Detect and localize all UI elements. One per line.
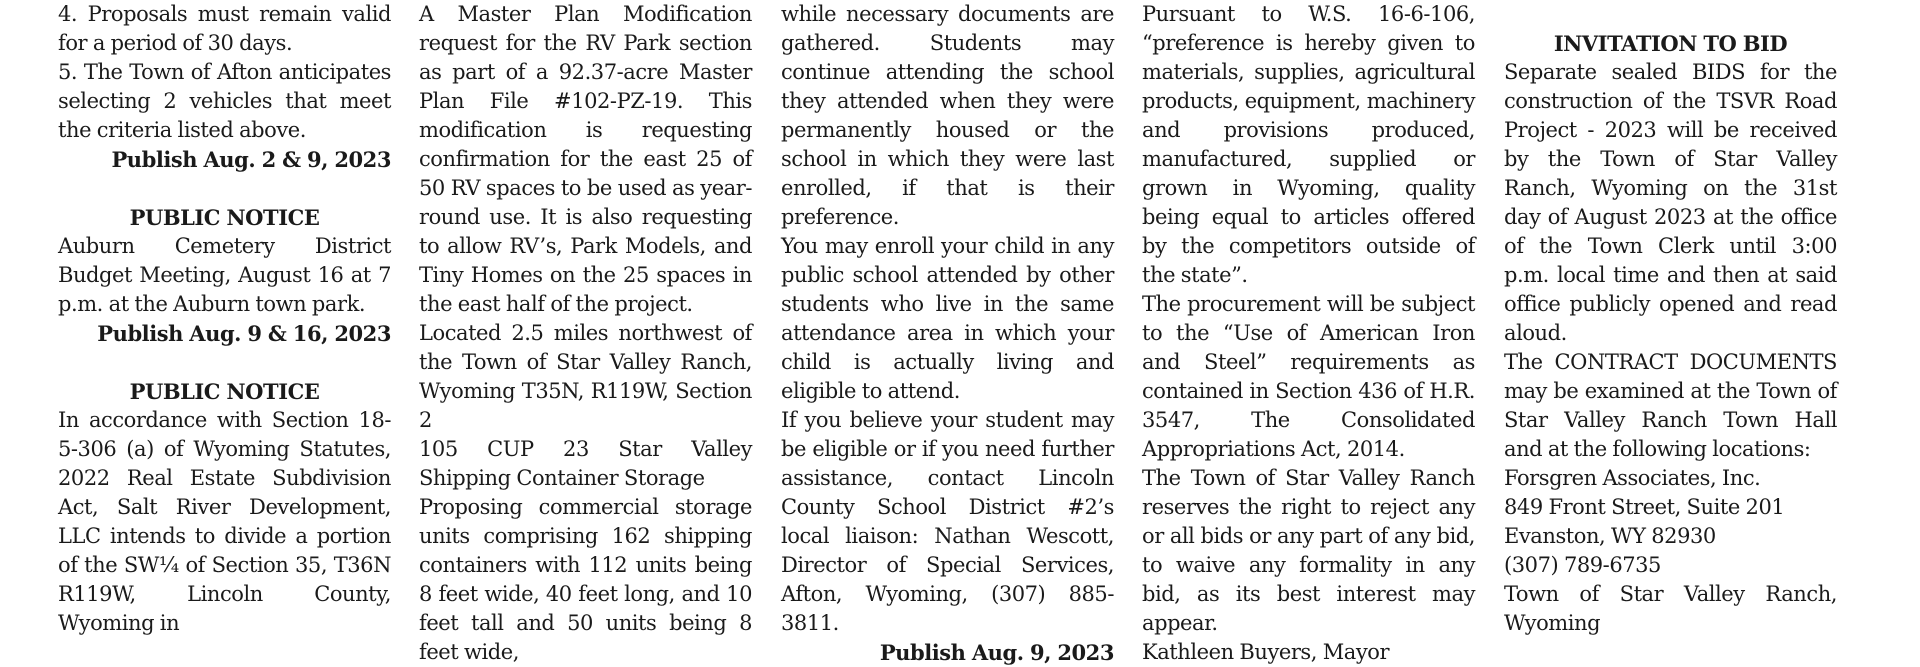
notice-paragraph: Proposing commercial storage units comprising 162 shipping containers with 112 units being 8 feet wide, 40 feet long, and 10 feet tall and 50 units being 8 feet wide,: [419, 495, 752, 664]
notice-paragraph: Pursuant to W.S. 16-6-106, “preference is hereby given to materials, supplies, agricultural products, equipment, machinery and provisions produced, manufactured, supplied or grown in Wyoming, quality being equal to articles offered by the competitors outside of the state”.: [1142, 2, 1475, 287]
newspaper-column-2: [419, 0, 752, 664]
notice-paragraph: while necessary documents are gathered. Students may continue attending the school they attended when they were permanently housed or the school in which they were last enrolled, if that is their preference.: [781, 2, 1114, 229]
newspaper-column-5: [1504, 0, 1837, 635]
notice-paragraph: Separate sealed BIDS for the construction of the TSVR Road Project - 2023 will be received by the Town of Star Valley Ranch, Wyoming on the 31st day of August 2023 at the office of the Town Clerk until 3:00 p.m. local time and then at said office publicly opened and read aloud.: [1504, 60, 1837, 345]
notice-heading: INVITATION TO BID: [1553, 31, 1788, 56]
publish-date-line: Publish Aug. 2 & 9, 2023: [111, 147, 391, 172]
newspaper-column-4: [1142, 0, 1475, 664]
notice-heading: PUBLIC NOTICE: [129, 205, 320, 230]
notice-heading: PUBLIC NOTICE: [129, 379, 320, 404]
notice-paragraph: 5. The Town of Afton anticipates selecting 2 vehicles that meet the criteria listed above.: [58, 60, 391, 142]
newspaper-column-1: [58, 0, 391, 635]
newspaper-column-3: [781, 0, 1114, 665]
notice-paragraph: Kathleen Buyers, Mayor: [1142, 640, 1390, 664]
notice-paragraph: The procurement will be subject to the “Use of American Iron and Steel” requirements as contained in Section 436 of H.R. 3547, The Consolidated Appropriations Act, 2014.: [1142, 292, 1475, 461]
notice-paragraph: In accordance with Section 18-5-306 (a) of Wyoming Statutes, 2022 Real Estate Subdivision Act, Salt River Development, LLC intends to divide a portion of the SW¼ of Section 35, T36N R119W, Lincoln County, Wyoming in: [58, 408, 391, 635]
address-line: (307) 789-6735: [1504, 553, 1661, 577]
notice-paragraph: The CONTRACT DOCUMENTS may be examined at the Town of Star Valley Ranch Town Hall and at the following locations:: [1504, 350, 1837, 461]
notice-paragraph: A Master Plan Modification request for the RV Park section as part of a 92.37-acre Master Plan File #102-PZ-19. This modification is requesting confirmation for the east 25 of 50 RV spaces to be used as year-round use. It is also requesting to allow RV’s, Park Models, and Tiny Homes on the 25 spaces in the east half of the project.: [419, 2, 752, 316]
notice-spacer: [58, 174, 391, 203]
notice-paragraph: Auburn Cemetery District Budget Meeting, August 16 at 7 p.m. at the Auburn town park.: [58, 234, 391, 316]
address-line: Forsgren Associates, Inc.: [1504, 466, 1761, 490]
notice-paragraph: If you believe your student may be eligible or if you need further assistance, contact Lincoln County School District #2’s local liaison: Nathan Wescott, Director of Special Services, Afton, Wyoming, (307) 885-3811.: [781, 408, 1114, 635]
notice-paragraph: 105 CUP 23 Star Valley Shipping Container Storage: [419, 437, 752, 490]
notice-paragraph: The Town of Star Valley Ranch reserves the right to reject any or all bids or any part of any bid, to waive any formality in any bid, as its best interest may appear.: [1142, 466, 1475, 635]
address-line: Evanston, WY 82930: [1504, 524, 1716, 548]
address-line: 849 Front Street, Suite 201: [1504, 495, 1785, 519]
notice-paragraph: You may enroll your child in any public school attended by other students who live in the same attendance area in which your child is actually living and eligible to attend.: [781, 234, 1114, 403]
notice-spacer: [58, 348, 391, 377]
publish-date-line: Publish Aug. 9 & 16, 2023: [97, 321, 391, 346]
notice-paragraph: 4. Proposals must remain valid for a period of 30 days.: [58, 2, 391, 55]
publish-date-line: Publish Aug. 9, 2023: [879, 640, 1114, 665]
notice-paragraph: Town of Star Valley Ranch, Wyoming: [1504, 582, 1837, 635]
notice-paragraph: Located 2.5 miles northwest of the Town of Star Valley Ranch, Wyoming T35N, R119W, Section 2: [419, 321, 752, 432]
